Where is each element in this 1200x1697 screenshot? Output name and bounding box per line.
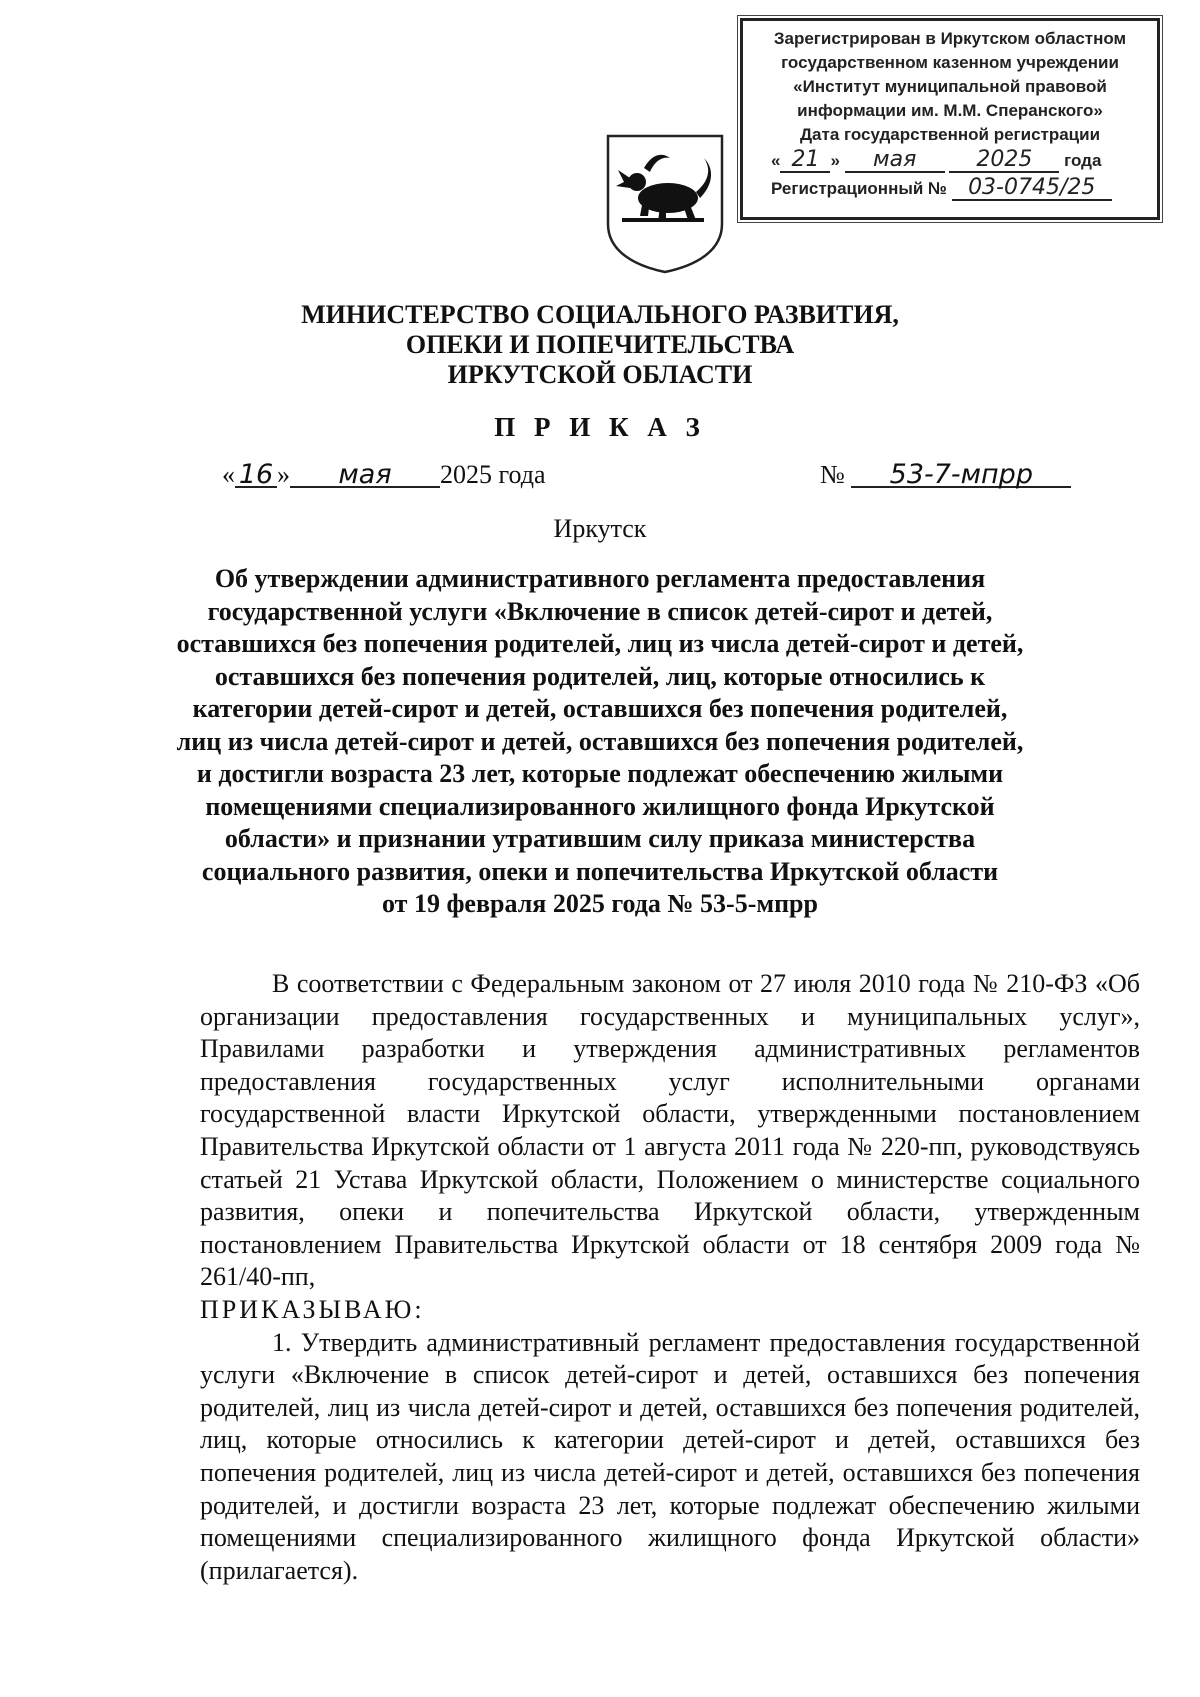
- stamp-reg-label: Регистрационный №: [771, 179, 947, 198]
- title-line: категории детей-сирот и детей, оставшихся без попечения родителей,: [192, 694, 1008, 723]
- stamp-line-2: государственном казенном учреждении: [781, 53, 1119, 72]
- order-date-open-quote: «: [222, 460, 235, 489]
- stamp-date-label: Дата государственной регистрации: [799, 125, 1101, 144]
- stamp-line-3: «Институт муниципальной правовой: [793, 77, 1107, 96]
- stamp-date-row: [751, 149, 1149, 173]
- stamp-year-suffix: года: [1064, 151, 1102, 170]
- stamp-day: 21: [780, 149, 830, 173]
- title-line: социального развития, опеки и попечительства Иркутской области: [201, 856, 999, 886]
- order-date: [222, 460, 546, 490]
- stamp-line-4: информации им. М.М. Сперанского»: [797, 101, 1103, 120]
- title-line: государственной услуги «Включение в список детей-сирот и детей,: [207, 596, 993, 626]
- title-line: лиц из числа детей-сирот и детей, оставшихся без попечения родителей,: [176, 726, 1024, 756]
- title-line: и достигли возраста 23 лет, которые подлежат обеспечению жилыми: [196, 759, 1004, 788]
- prikazyvayu-heading: ПРИКАЗЫВАЮ:: [200, 1294, 425, 1324]
- order-number-label: №: [820, 460, 845, 489]
- title-line: от 19 февраля 2025 года № 53-5-мпрр: [382, 889, 818, 918]
- order-number-value: 53-7-мпрр: [851, 464, 1071, 488]
- stamp-year: 2025: [949, 149, 1059, 173]
- stamp-close-quote: »: [830, 151, 840, 170]
- registration-stamp: [740, 18, 1160, 220]
- title-line: области» и признании утратившим силу приказа министерства: [224, 824, 976, 853]
- stamp-reg-number: 03-0745/25: [952, 177, 1112, 201]
- city: Иркутск: [553, 514, 647, 543]
- stamp-reg-row: [751, 177, 1149, 201]
- order-date-day: 16: [235, 464, 277, 488]
- document-body: [200, 968, 1140, 1587]
- title-line: помещениями специализированного жилищного фонда Иркутской: [205, 791, 995, 821]
- order-date-year: 2025 года: [440, 460, 546, 489]
- document-title: [160, 563, 1040, 921]
- stamp-line-1: Зарегистрирован в Иркутском областном: [773, 29, 1127, 48]
- preamble-paragraph: В соответствии с Федеральным законом от 27 июля 2010 года № 210-ФЗ «Об организации предоставления государственных и муниципальных услуг», Правилами разработки и утверждения административных регламентов предоставления государственных услуг исполнительными органами государственной власти Иркутской области, утвержденными постановлением Правительства Иркутской области от 1 августа 2011 года № 220-пп, руководствуясь статьей 21 Устава Иркутской области, Положением о министерстве социального развития, опеки и попечительства Иркутской области, утвержденным постановлением Правительства Иркутской области от 18 сентября 2009 года № 261/40-пп,: [200, 969, 1140, 1292]
- item-1-paragraph: 1. Утвердить административный регламент предоставления государственной услуги «Включение в список детей-сирот и детей, оставшихся без попечения родителей, лиц из числа детей-сирот и детей, оставшихся без попечения родителей, лиц, которые относились к категории детей-сирот и детей, оставшихся без попечения родителей, лиц из числа детей-сирот и детей, оставшихся без попечения родителей, и достигли возраста 23 лет, которые подлежат обеспечению жилыми помещениями специализированного жилищного фонда Иркутской области» (прилагается).: [200, 1327, 1140, 1585]
- document-type: П Р И К А З: [494, 412, 706, 442]
- order-number: [820, 460, 1071, 490]
- order-date-close-quote: »: [277, 460, 290, 489]
- title-line: Об утверждении административного регламента предоставления: [214, 564, 986, 593]
- ministry-line-1: МИНИСТЕРСТВО СОЦИАЛЬНОГО РАЗВИТИЯ,: [301, 300, 899, 329]
- stamp-open-quote: «: [771, 151, 781, 170]
- ministry-line-3: ИРКУТСКОЙ ОБЛАСТИ: [447, 360, 753, 389]
- ministry-name: [0, 300, 1200, 390]
- title-line: оставшихся без попечения родителей, лиц, которые относились к: [214, 661, 986, 691]
- coat-of-arms-icon: [604, 132, 726, 274]
- order-date-month: мая: [290, 464, 440, 488]
- title-line: оставшихся без попечения родителей, лиц из числа детей-сирот и детей,: [176, 629, 1024, 658]
- ministry-line-2: ОПЕКИ И ПОПЕЧИТЕЛЬСТВА: [405, 330, 795, 359]
- stamp-month: мая: [845, 149, 945, 173]
